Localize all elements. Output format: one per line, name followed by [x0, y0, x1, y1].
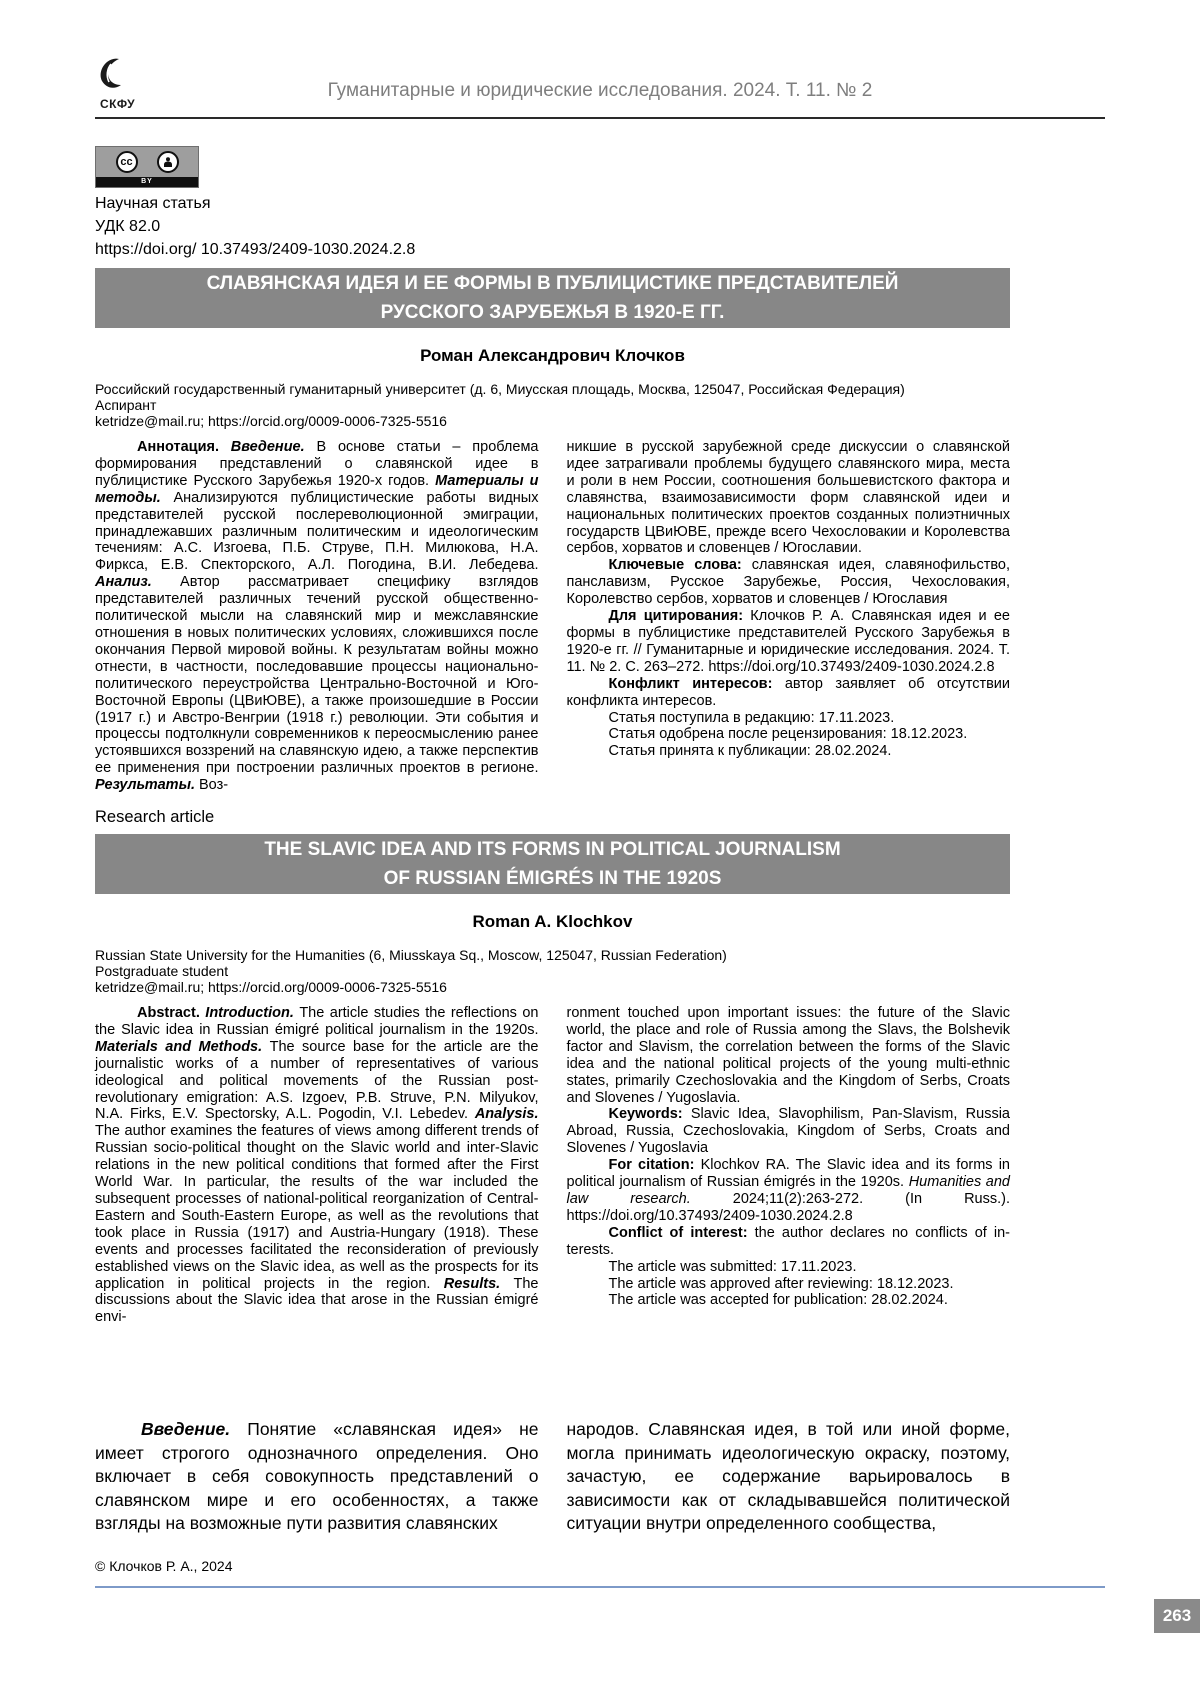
author-position: Postgraduate student — [95, 963, 229, 980]
footer-divider — [95, 1586, 1105, 1588]
article-title-ru — [95, 268, 1010, 328]
abstract-ru-left-column — [95, 439, 539, 794]
cc-badge-icons — [96, 147, 198, 177]
article-type-label: Научная статья — [95, 195, 211, 212]
author-contact: ketridze@mail.ru; https://orcid.org/0009-0006-7325-5516 — [95, 979, 447, 996]
paragraph: The article was accepted for publication: 28.02.2024. — [608, 1292, 948, 1309]
paragraph: Конфликт интересов: автор заявляет об отсутствии конфликта интересов. — [566, 675, 1010, 709]
paragraph: Статья одобрена после рецензирования: 18.12.2023. — [608, 726, 968, 743]
paragraph: Введение. Понятие «славянская идея» не имеет строгого однозначного определения. Оно включает в себя совокупность представлений о славянском мире и его особенностях, а также взгляды на возможные пути развития славянских — [95, 1419, 539, 1534]
author-affiliation-en — [95, 947, 1010, 995]
paragraph: Статья принята к публикации: 28.02.2024. — [608, 743, 892, 760]
title-en-line2: OF RUSSIAN ÉMIGRÉS IN THE 1920S — [383, 868, 722, 890]
header-divider — [95, 117, 1105, 119]
attribution-person-icon — [157, 151, 179, 173]
author-contact: ketridze@mail.ru; https://orcid.org/0009-0006-7325-5516 — [95, 413, 447, 429]
introduction-section — [95, 1418, 1010, 1536]
abstract-en-right-column — [567, 1005, 1011, 1326]
paragraph: Аннотация. Введение. В основе статьи – проблема формирования представлений о славянской идее в публицистике Русского Зарубежья 1920-х годов. Материалы и методы. Анализируются публицистические работы видных представителей русской послереволюционной эмиграции, принадлежавших различным политическим и идеологическим течениям: А.С. Изгоева, П.Б. Струве, П.Н. Милюкова, Н.А. Фиркса, Е.В. Спекторского, А.Л. Погодина, В.И. Лебедева. Анализ. Автор рассматривает специфику взглядов представителей различных течений русской общественно-политической мысли на славянский мир и межславянские отношения в новых политических условиях, сложившихся после окончания Первой мировой войны. К результатам войны можно отнести, в частности, последовавшие процессы национально-политического переустройства Центрально-Восточной и Юго-Восточной Европы (ЦВиЮВЕ), а также произошедшие в России (1917 г.) и Австро-Венгрии (1918 г.) революции. Эти события и процессы подтолкнули современников к переосмыслению ранее устоявшихся воззрений на славянскую идею, а также перспектив ее применения при построении различных проектов в регионе. Результаты. Воз- — [95, 439, 539, 794]
introduction-right-column — [567, 1418, 1011, 1536]
paragraph: The article was submitted: 17.11.2023. — [608, 1258, 857, 1275]
paragraph: никшие в русской зарубежной среде дискуссии о славянской идее затрагивали проблемы будущего славянского мира, места и роли в нем России, соотношения большевистского фактора и славянства, взаимозависимости форм славянской идеи и национальных политических проектов созданных полиэтничных государств ЦВиЮВЕ, прежде всего Чехословакии и Королевства сербов, хорватов и словенцев / Югославии. — [566, 439, 1010, 557]
paragraph: Keywords: Slavic Idea, Slavophilism, Pan-Slavism, Russia Abroad, Russia, Czechoslovakia, Kingdom of Serbs, Croats and Slovenes / Yugoslavia — [566, 1106, 1010, 1157]
udc-code: УДК 82.0 — [95, 218, 161, 235]
article-title-en — [95, 834, 1010, 894]
author-affiliation-ru — [95, 381, 1010, 429]
paragraph: ronment touched upon important issues: the future of the Slavic world, the place and role of Russia among the Slavs, the Bolshevik factor and Slavism, the correlation between the forms of the Slavic idea and the national political projects of the young multi-ethnic states, primarily Czechoslovakia and the Kingdom of Serbs, Croats and Slovenes / Yugoslavia. — [566, 1005, 1010, 1106]
paragraph: For citation: Klochkov RA. The Slavic idea and its forms in political journalism of Russian émigrés in the 1920s. Humanities and law research. 2024;11(2):263-272. (In Russ.). https://doi.org/10.37493/2409-1030.2024.2.8 — [566, 1157, 1010, 1224]
cc-by-license-badge — [95, 146, 199, 188]
copyright-notice: © Клочков Р. А., 2024 — [95, 1558, 233, 1574]
affiliation-line: Russian State University for the Humanities (6, Miusskaya Sq., Moscow, 125047, Russian Federation) — [95, 947, 727, 964]
paragraph: Статья поступила в редакцию: 17.11.2023. — [608, 709, 895, 726]
introduction-left-column — [95, 1418, 539, 1536]
doi-link: https://doi.org/ 10.37493/2409-1030.2024.2.8 — [95, 241, 416, 258]
cc-icon: cc — [116, 151, 138, 173]
author-position: Аспирант — [95, 397, 157, 413]
page-number-badge: 263 — [1154, 1599, 1200, 1633]
paragraph: The article was approved after reviewing: 18.12.2023. — [608, 1275, 954, 1292]
abstract-ru-right-column — [567, 439, 1011, 794]
affiliation-line: Российский государственный гуманитарный университет (д. 6, Миусская площадь, Москва, 125047, Российская Федерация) — [95, 381, 905, 397]
cc-by-label: BY — [96, 177, 198, 187]
title-ru-line1: СЛАВЯНСКАЯ ИДЕЯ И ЕЕ ФОРМЫ В ПУБЛИЦИСТИКЕ ПРЕДСТАВИТЕЛЕЙ — [206, 273, 899, 294]
paragraph: Abstract. Introduction. The article studies the reflections on the Slavic idea in Russian émigré political journalism in the 1920s. Materials and Methods. The source base for the article are the journalistic works of a number of representatives of various ideological and political movements of the Russian post-revolutionary emigration: A.S. Izgoev, P.B. Struve, P.N. Milyukov, N.A. Firks, E.V. Spectorsky, A.L. Pogodin, V.I. Lebedev. Analysis. The author examines the features of views among different trends of Russian socio-political thought on the Slavic world and inter-Slavic relations in the new political conditions that formed after the First World War. In particular, the results of the war included the subsequent processes of national-political reorganization of Central-Eastern and South-Eastern Europe, as well as the revolutions that took place in Russia (1917) and Austria-Hungary (1918). These events and processes facilitated the reconsideration of previously established views on the Slavic idea, as well as the prospects for its application in political projects in the region. Results. The discussions about the Slavic idea that arose in the Russian émigré envi- — [95, 1005, 539, 1326]
paragraph: Conflict of interest: the author declares no conflicts of in-terests. — [566, 1224, 1010, 1258]
author-name-ru: Роман Александрович Клочков — [420, 346, 685, 365]
paragraph: народов. Славянская идея, в той или иной форме, могла принимать идеологическую окраску, поэтому, зачастую, ее содержание варьировалось в зависимости как от складывавшейся политической ситуации внутри определенного сообщества, — [566, 1419, 1010, 1534]
article-content — [95, 146, 1010, 1536]
author-name-en: Roman A. Klochkov — [472, 912, 633, 932]
abstract-en-left-column — [95, 1005, 539, 1326]
journal-title: Гуманитарные и юридические исследования. 2024. Т. 11. № 2 — [327, 80, 873, 101]
logo-label: СКФУ — [100, 97, 136, 111]
title-ru-line2: РУССКОГО ЗАРУБЕЖЬЯ В 1920-Е ГГ. — [380, 302, 725, 323]
abstract-en — [95, 1005, 1010, 1326]
section-label-research-article: Research article — [95, 808, 215, 827]
paragraph: Ключевые слова: славянская идея, славянофильство, панславизм, Русское Зарубежье, Россия, Чехословакия, Королевство сербов, хорватов и словенцев / Югославия — [566, 557, 1010, 608]
abstract-ru — [95, 439, 1010, 794]
article-meta — [95, 192, 1010, 261]
paragraph: Для цитирования: Клочков Р. А. Славянская идея и ее формы в публицистике представителей Русского Зарубежья в 1920-е гг. // Гуманитарные и юридические исследования. 2024. Т. 11. № 2. С. 263–272. https://doi.org/10.37493/2409-1030.2024.2.8 — [566, 608, 1010, 675]
title-en-line1: THE SLAVIC IDEA AND ITS FORMS IN POLITICAL JOURNALISM — [264, 839, 841, 861]
